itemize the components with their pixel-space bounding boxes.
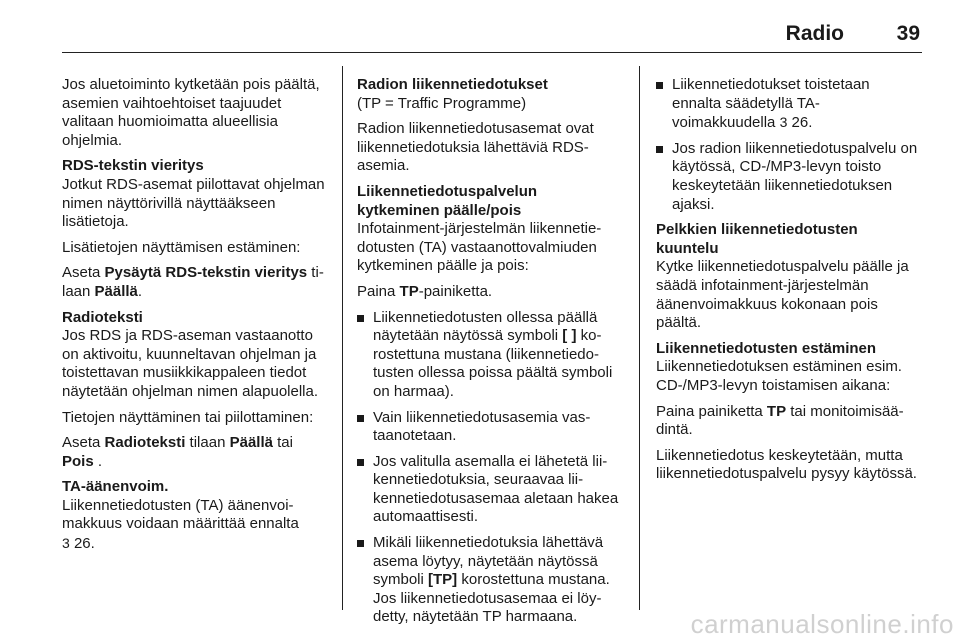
text: Aseta — [62, 434, 105, 452]
symbol-term: [TP] — [428, 571, 458, 589]
text: . — [93, 452, 103, 470]
paragraph: Lisätietojen näyttämisen estäminen: — [62, 238, 301, 256]
bullet-icon — [357, 315, 364, 322]
watermark: carmanualsonline.info — [690, 609, 954, 639]
column-divider — [342, 66, 343, 610]
paragraph — [62, 434, 328, 471]
section-heading: TA-äänenvoim. — [62, 478, 169, 496]
paragraph: Tietojen näyttäminen tai piilottaminen: — [62, 408, 314, 426]
paragraph: Infotainment-järjestelmän liikennetiedotusten (TA) vastaanottovalmiuden kytkeminen päälle ja pois: — [357, 220, 602, 275]
paragraph: Liikennetiedotus keskeytetään, mutta liikennetiedotuspalvelu pysyy käytössä. — [656, 446, 917, 483]
section-rds-scroll — [62, 157, 328, 301]
section-radiotext — [62, 309, 328, 472]
section-heading: Liikennetiedotuspalvelun kytkeminen päälle/pois — [357, 182, 538, 219]
menu-term: Pois — [62, 452, 94, 470]
bullet-icon — [656, 146, 663, 153]
paragraph: Radion liikennetiedotusasemat ovat liikennetiedotuksia lähettäviä RDS-asemia. — [357, 120, 594, 175]
paragraph: Liikennetiedotuksen estäminen esim. CD-/MP3-levyn toistamisen aikana: — [656, 358, 902, 394]
bullet-icon — [357, 459, 364, 466]
paragraph — [656, 403, 922, 440]
text: Aseta — [62, 264, 105, 282]
paragraph — [62, 264, 328, 301]
button-term: TP — [766, 402, 787, 420]
page-header — [62, 12, 922, 53]
list-item — [656, 76, 922, 133]
text: Jos valitulla asemalla ei lähetetä liikennetiedotuksia, seuraavaa liikennetiedotusasemaa aletaan hakea automaattisesti. — [373, 452, 619, 526]
text: Mikäli liikennetiedotuksia lähettävä asema löytyy, näytetään näytössä symboli — [373, 534, 604, 589]
text: tilaan — [62, 264, 324, 300]
text: tai monitoimisäädintä. — [656, 402, 904, 439]
paragraph: (TP = Traffic Programme) — [357, 94, 527, 112]
text: korostettuna mustana. Jos liikennetiedotusasemaa ei löydetty, näytetään TP harmaana. — [373, 571, 610, 626]
text: Vain liikennetiedotusasemia vastaanotetaan. — [373, 408, 591, 445]
page-reference: 26. — [73, 535, 95, 553]
menu-term: Pysäytä RDS-tekstin vieritys — [104, 264, 308, 282]
button-term: TP — [399, 282, 419, 300]
paragraph — [62, 497, 328, 554]
bullet-icon — [357, 540, 364, 547]
text: Paina — [357, 282, 400, 300]
paragraph: Jos RDS ja RDS-aseman vastaanotto on aktivoitu, kuunneltavan ohjelman ja toistettavan musiikkikappaleen tiedot näytetään ohjelman nimen alapuolella. — [62, 327, 319, 400]
page-reference-arrow-icon: 3 — [62, 535, 70, 552]
page-reference: 26. — [791, 114, 813, 132]
text: Liikennetiedotukset toistetaan ennalta säädetyllä TA-voimakkuudella — [672, 76, 870, 132]
section-heading: RDS-tekstin vieritys — [62, 157, 204, 175]
column-2 — [357, 76, 623, 634]
column-1 — [62, 76, 328, 561]
text: Paina painiketta — [656, 402, 767, 420]
text: Liikennetiedotusten (TA) äänenvoimakkuus voidaan määrittää ennalta — [62, 496, 299, 533]
page-title: Radio — [785, 22, 844, 45]
bullet-icon — [656, 82, 663, 89]
list-item — [357, 409, 623, 446]
menu-term: Päällä — [229, 434, 273, 452]
list-item — [656, 140, 922, 214]
paragraph — [357, 283, 623, 302]
text: tilaan — [185, 434, 230, 452]
column-divider — [639, 66, 640, 610]
menu-term: Radioteksti — [104, 434, 186, 452]
menu-term: Päällä — [94, 282, 138, 300]
text: . — [137, 282, 143, 300]
text: Jos radion liikennetiedotuspalvelu on käytössä, CD-/MP3-levyn toisto keskeytetään liikennetiedotuksen ajaksi. — [672, 139, 918, 213]
section-ta-volume — [62, 478, 328, 553]
paragraph: Kytke liikennetiedotuspalvelu päälle ja säädä infotainment-järjestelmän äänenvoimakkuus kokonaan pois päältä. — [656, 258, 909, 332]
section-heading: Pelkkien liikennetiedotusten kuuntelu — [656, 221, 858, 257]
page-reference-arrow-icon: 3 — [779, 114, 788, 131]
text: -painiketta. — [418, 282, 493, 300]
text: korostettuna mustana (liikennetiedotusten ollessa poissa päältä symboli on harmaa). — [373, 327, 613, 400]
text: tai — [272, 434, 293, 452]
page-number: 39 — [896, 22, 920, 45]
paragraph: Jotkut RDS-asemat piilottavat ohjelman nimen näyttörivillä näyttääkseen lisätietoja. — [62, 175, 325, 231]
bullet-icon — [357, 415, 364, 422]
text: Liikennetiedotusten ollessa päällä näytetään näytössä symboli — [373, 308, 598, 345]
column-3 — [656, 76, 922, 491]
symbol-term: [ ] — [562, 327, 577, 345]
section-heading: Radioteksti — [62, 308, 143, 326]
list-item — [357, 534, 623, 627]
paragraph: Jos aluetoiminto kytketään pois päältä, asemien vaihtoehtoiset taajuudet valitaan huomioimatta alueellisia ohjelmia. — [62, 76, 320, 149]
list-item — [357, 309, 623, 402]
list-item — [357, 453, 623, 527]
section-heading: Radion liikennetiedotukset — [357, 76, 548, 93]
section-heading: Liikennetiedotusten estäminen — [656, 339, 877, 357]
